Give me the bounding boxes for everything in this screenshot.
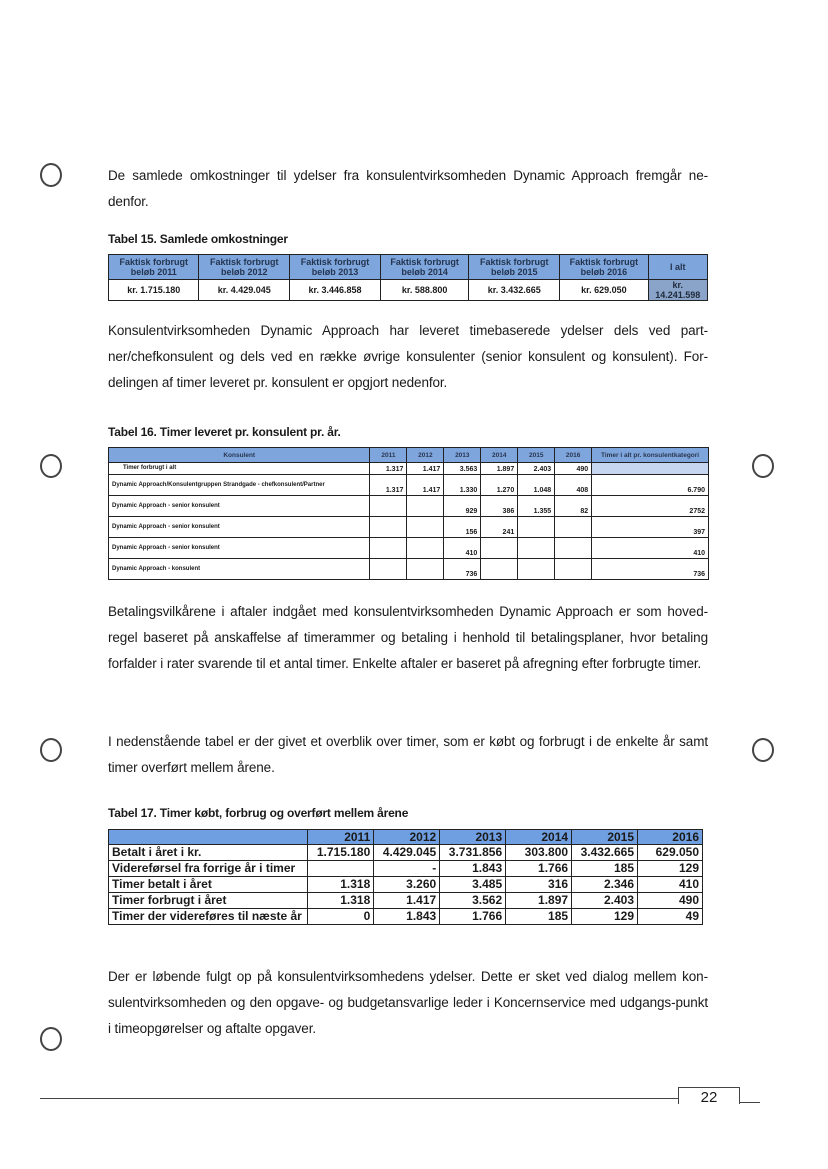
table-header-row <box>109 830 703 845</box>
column-header: 2012 <box>407 448 444 463</box>
punch-hole-icon <box>40 454 62 478</box>
table-cell: 1.843 <box>374 909 440 925</box>
table-cell <box>370 559 407 580</box>
column-header <box>109 830 308 845</box>
table-cell: 397 <box>592 517 709 538</box>
overview-paragraph: I nedenstående tabel er der givet et overblik over timer, som er købt og forbrugt i de enkelte år samt timer overført mellem årene. <box>108 734 708 775</box>
row-label: Timer forbrugt i året <box>109 893 308 909</box>
table-row <box>109 893 703 909</box>
column-header: 2011 <box>370 448 407 463</box>
column-header: 2016 <box>555 448 592 463</box>
table-cell: 185 <box>506 909 572 925</box>
table-cell: 3.731.856 <box>440 845 506 861</box>
column-header: Faktisk forbrugt beløb 2013 <box>290 255 381 280</box>
row-label: Videreførsel fra forrige år i timer <box>109 861 308 877</box>
table-cell: 1.355 <box>518 496 555 517</box>
table-cell: 736 <box>592 559 709 580</box>
table-cell <box>370 496 407 517</box>
table-cell <box>407 517 444 538</box>
table-cell: 1.417 <box>407 463 444 475</box>
table-cell <box>370 517 407 538</box>
table-cell <box>555 517 592 538</box>
table-cell: 1.318 <box>308 877 374 893</box>
column-header: Faktisk forbrugt beløb 2015 <box>469 255 560 280</box>
punch-hole-icon <box>40 1027 62 1051</box>
table-cell: 1.843 <box>440 861 506 877</box>
table-cell: 129 <box>638 861 703 877</box>
table16-caption: Tabel 16. Timer leveret pr. konsulent pr. år. <box>108 425 341 439</box>
table-cell: 2.346 <box>572 877 638 893</box>
table-16-hours-per-consultant <box>108 447 709 580</box>
table-cell <box>481 559 518 580</box>
footer-divider <box>40 1098 678 1099</box>
table-cell: 303.800 <box>506 845 572 861</box>
table-cell: 3.563 <box>444 463 481 475</box>
table-cell: kr. 4.429.045 <box>199 280 290 301</box>
table-cell: 49 <box>638 909 703 925</box>
table-cell <box>407 538 444 559</box>
row-label: Dynamic Approach - konsulent <box>109 559 370 580</box>
column-header: Faktisk forbrugt beløb 2011 <box>109 255 199 280</box>
column-header: Faktisk forbrugt beløb 2016 <box>560 255 649 280</box>
row-label: Dynamic Approach/Konsulentgruppen Strandgade - chefkonsulent/Partner <box>109 475 370 496</box>
punch-hole-icon <box>40 163 62 187</box>
table-cell: kr. 3.446.858 <box>290 280 381 301</box>
table-17-hours-bought-used-carried <box>108 829 703 925</box>
table-cell <box>481 538 518 559</box>
column-header: I alt <box>648 255 707 280</box>
table17-caption: Tabel 17. Timer købt, forbrug og overført mellem årene <box>108 806 409 820</box>
column-header: 2013 <box>440 830 506 845</box>
table-15-total-costs <box>108 254 708 301</box>
row-label: Dynamic Approach - senior konsulent <box>109 538 370 559</box>
table-cell: 1.766 <box>440 909 506 925</box>
row-label: Dynamic Approach - senior konsulent <box>109 496 370 517</box>
table-cell: 82 <box>555 496 592 517</box>
table-cell: 3.432.665 <box>572 845 638 861</box>
column-header: 2014 <box>481 448 518 463</box>
table-cell <box>370 538 407 559</box>
table-row <box>109 861 703 877</box>
table-cell: 490 <box>638 893 703 909</box>
table-cell: kr. 588.800 <box>380 280 469 301</box>
column-header: 2015 <box>518 448 555 463</box>
table-cell: 490 <box>555 463 592 475</box>
page-number: 22 <box>678 1087 740 1104</box>
table-cell: 1.417 <box>374 893 440 909</box>
table-cell: kr. 3.432.665 <box>469 280 560 301</box>
row-label: Dynamic Approach - senior konsulent <box>109 517 370 538</box>
column-header: 2014 <box>506 830 572 845</box>
table-cell: 3.562 <box>440 893 506 909</box>
table-cell: 1.318 <box>308 893 374 909</box>
table-cell: 185 <box>572 861 638 877</box>
table-cell: 1.048 <box>518 475 555 496</box>
footer-divider-tail <box>740 1102 760 1103</box>
row-label: Timer betalt i året <box>109 877 308 893</box>
table-row <box>109 517 709 538</box>
table-cell <box>407 496 444 517</box>
table-cell: - <box>374 861 440 877</box>
table15-caption: Tabel 15. Samlede omkostninger <box>108 232 288 246</box>
punch-hole-icon <box>752 454 774 478</box>
table-header-row <box>109 448 709 463</box>
table-cell: 4.429.045 <box>374 845 440 861</box>
table-cell: 929 <box>444 496 481 517</box>
table-cell <box>407 559 444 580</box>
table-row <box>109 496 709 517</box>
table-cell: 1.330 <box>444 475 481 496</box>
table-cell: 629.050 <box>638 845 703 861</box>
table-cell: 410 <box>592 538 709 559</box>
table-cell: 1.270 <box>481 475 518 496</box>
table-cell: 1.766 <box>506 861 572 877</box>
table-cell <box>518 538 555 559</box>
column-header: Konsulent <box>109 448 370 463</box>
table-cell: 0 <box>308 909 374 925</box>
table-cell <box>555 538 592 559</box>
table-cell: 129 <box>572 909 638 925</box>
table-cell <box>518 517 555 538</box>
followup-paragraph: Der er løbende fulgt op på konsulentvirksomhedens ydelser. Dette er sket ved dialog mellem kon-sulentvirksomheden og den opgave- og budgetansvarlige leder i Koncernservice med udgangs-punkt i timeopgørelser og aftalte opgaver. <box>108 969 708 1036</box>
table-cell: 241 <box>481 517 518 538</box>
row-label: Timer forbrugt i alt <box>109 463 370 475</box>
table-cell: 3.260 <box>374 877 440 893</box>
table-cell <box>592 463 709 475</box>
table-cell <box>518 559 555 580</box>
row-label: Timer der videreføres til næste år <box>109 909 308 925</box>
column-header: Timer i alt pr. konsulentkategori <box>592 448 709 463</box>
table-cell: kr. 629.050 <box>560 280 649 301</box>
table-cell: 2.403 <box>572 893 638 909</box>
table-cell: 410 <box>444 538 481 559</box>
table-row <box>109 475 709 496</box>
table-cell: 1.715.180 <box>308 845 374 861</box>
table-cell: 1.317 <box>370 475 407 496</box>
table-cell: 1.317 <box>370 463 407 475</box>
table-cell <box>308 861 374 877</box>
table-row <box>109 909 703 925</box>
row-label: Betalt i året i kr. <box>109 845 308 861</box>
table-cell: 3.485 <box>440 877 506 893</box>
table-cell: 386 <box>481 496 518 517</box>
column-header: 2016 <box>638 830 703 845</box>
punch-hole-icon <box>752 738 774 762</box>
column-header: 2015 <box>572 830 638 845</box>
column-header: Faktisk forbrugt beløb 2012 <box>199 255 290 280</box>
table-row <box>109 280 708 301</box>
table-row <box>109 538 709 559</box>
table-row <box>109 845 703 861</box>
column-header: 2013 <box>444 448 481 463</box>
punch-hole-icon <box>40 738 62 762</box>
table-cell: 408 <box>555 475 592 496</box>
table-cell: 1.897 <box>481 463 518 475</box>
intro-paragraph: De samlede omkostninger til ydelser fra konsulentvirksomheden Dynamic Approach fremgår ne-denfor. <box>108 168 708 209</box>
column-header: 2011 <box>308 830 374 845</box>
column-header: 2012 <box>374 830 440 845</box>
table-cell: 1.897 <box>506 893 572 909</box>
table-cell: 1.417 <box>407 475 444 496</box>
table-cell: kr. 1.715.180 <box>109 280 199 301</box>
consultants-paragraph: Konsulentvirksomheden Dynamic Approach har leveret timebaserede ydelser dels ved part-ner/chefkonsulent og dels ved en række øvrige konsulenter (senior konsulent og konsulent). For-delingen af timer leveret pr. konsulent er opgjort nedenfor. <box>108 323 708 390</box>
table-cell: 2752 <box>592 496 709 517</box>
table-row <box>109 463 709 475</box>
table-cell: 736 <box>444 559 481 580</box>
table-header-row <box>109 255 708 280</box>
table-cell: 316 <box>506 877 572 893</box>
table-cell <box>555 559 592 580</box>
column-header: Faktisk forbrugt beløb 2014 <box>380 255 469 280</box>
table-cell: 2.403 <box>518 463 555 475</box>
total-cell: kr. 14.241.598 <box>648 280 707 301</box>
table-cell: 6.790 <box>592 475 709 496</box>
table-cell: 410 <box>638 877 703 893</box>
table-row <box>109 877 703 893</box>
table-cell: 156 <box>444 517 481 538</box>
table-row <box>109 559 709 580</box>
payment-terms-paragraph: Betalingsvilkårene i aftaler indgået med konsulentvirksomheden Dynamic Approach er som hoved-regel baseret på anskaffelse af timerammer og betaling i henhold til betalingsplaner, hvor betaling forfalder i rater svarende til et antal timer. Enkelte aftaler er baseret på afregning efter forbrugte timer. <box>108 604 708 671</box>
